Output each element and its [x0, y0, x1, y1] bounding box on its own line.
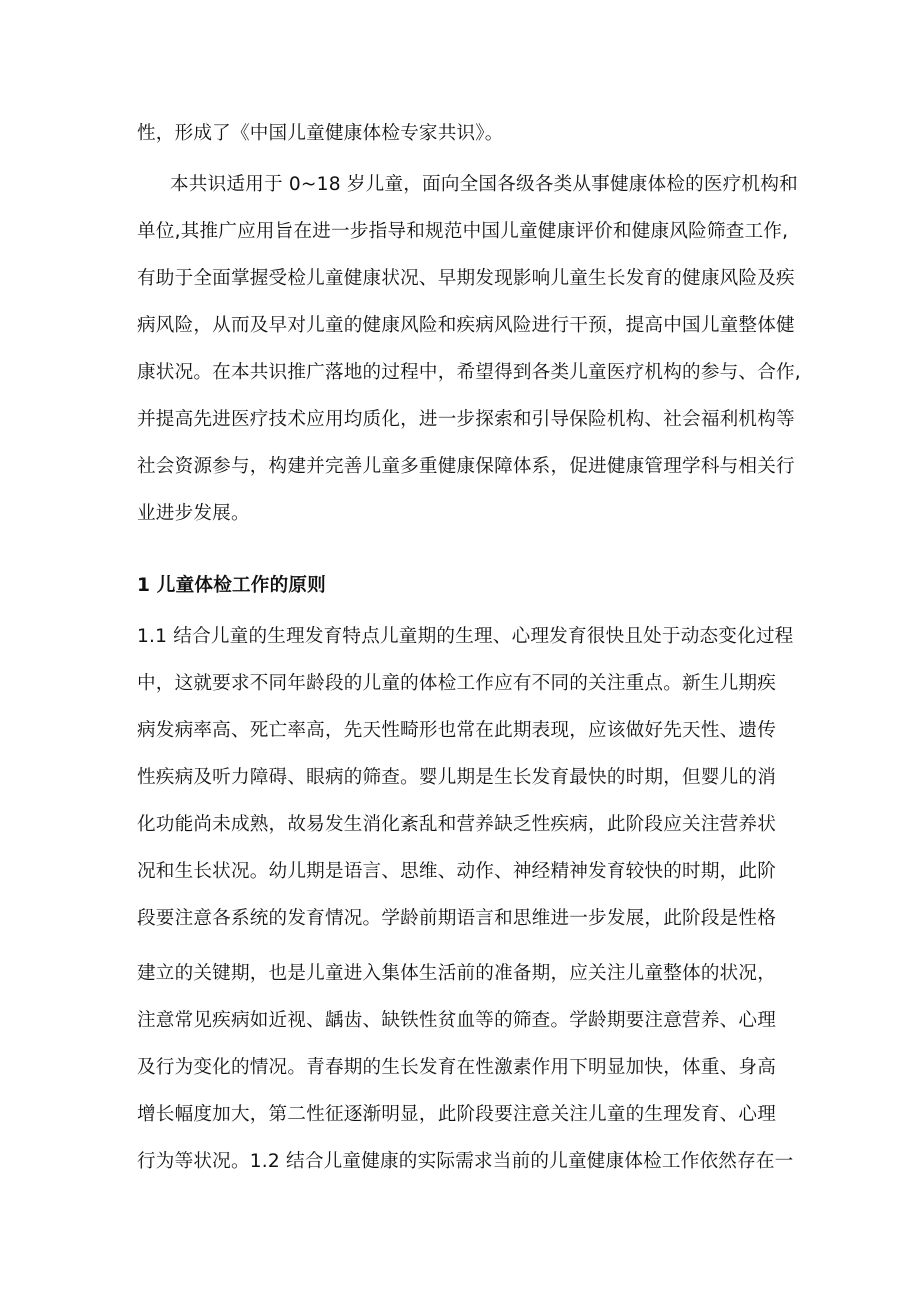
section-line: 1.1 结合儿童的生理发育特点儿童期的生理、心理发育很快且处于动态变化过程 — [137, 626, 794, 647]
section-line: 中，这就要求不同年龄段的儿童的体检工作应有不同的关注重点。新生儿期疾 — [137, 673, 776, 694]
section-line: 化功能尚未成熟，故易发生消化紊乱和营养缺乏性疾病，此阶段应关注营养状 — [137, 814, 776, 835]
section-line: 注意常见疾病如近视、龋齿、缺铁性贫血等的筛查。学龄期要注意营养、心理 — [137, 1010, 776, 1031]
scope-line: 本共识适用于 0~18 岁儿童，面向全国各级各类从事健康体检的医疗机构和 — [170, 174, 798, 195]
section-line: 况和生长状况。幼儿期是语言、思维、动作、神经精神发育较快的时期，此阶 — [137, 861, 776, 882]
scope-line: 有助于全面掌握受检儿童健康状况、早期发现影响儿童生长发育的健康风险及疾 — [137, 268, 795, 289]
section-line: 及行为变化的情况。青春期的生长发育在性激素作用下明显加快，体重、身高 — [137, 1057, 776, 1078]
scope-line: 康状况。在本共识推广落地的过程中，希望得到各类儿童医疗机构的参与、合作, — [137, 362, 801, 383]
scope-line: 病风险，从而及早对儿童的健康风险和疾病风险进行干预，提高中国儿童整体健 — [137, 315, 795, 336]
scope-line: 社会资源参与，构建并完善儿童多重健康保障体系，促进健康管理学科与相关行 — [137, 456, 795, 477]
scope-line: 并提高先进医疗技术应用均质化，进一步探索和引导保险机构、社会福利机构等 — [137, 409, 795, 430]
section-line: 建立的关键期，也是儿童进入集体生活前的准备期，应关注儿童整体的状况， — [137, 963, 776, 984]
section-line: 段要注意各系统的发育情况。学龄前期语言和思维进一步发展，此阶段是性格 — [137, 908, 776, 929]
section-heading: 1 儿童体检工作的原则 — [137, 575, 326, 596]
section-line: 增长幅度加大，第二性征逐渐明显，此阶段要注意关注儿童的生理发育、心理 — [137, 1104, 776, 1125]
section-line: 行为等状况。1.2 结合儿童健康的实际需求当前的儿童健康体检工作依然存在一 — [137, 1151, 794, 1172]
intro-line: 性，形成了《中国儿童健康体检专家共识》。 — [137, 123, 504, 144]
scope-line: 单位,其推广应用旨在进一步指导和规范中国儿童健康评价和健康风险筛查工作, — [137, 221, 789, 242]
scope-line: 业进步发展。 — [137, 503, 250, 524]
section-line: 性疾病及听力障碍、眼病的筛查。婴儿期是生长发育最快的时期，但婴儿的消 — [137, 767, 776, 788]
section-line: 病发病率高、死亡率高，先天性畸形也常在此期表现，应该做好先天性、遗传 — [137, 720, 776, 741]
